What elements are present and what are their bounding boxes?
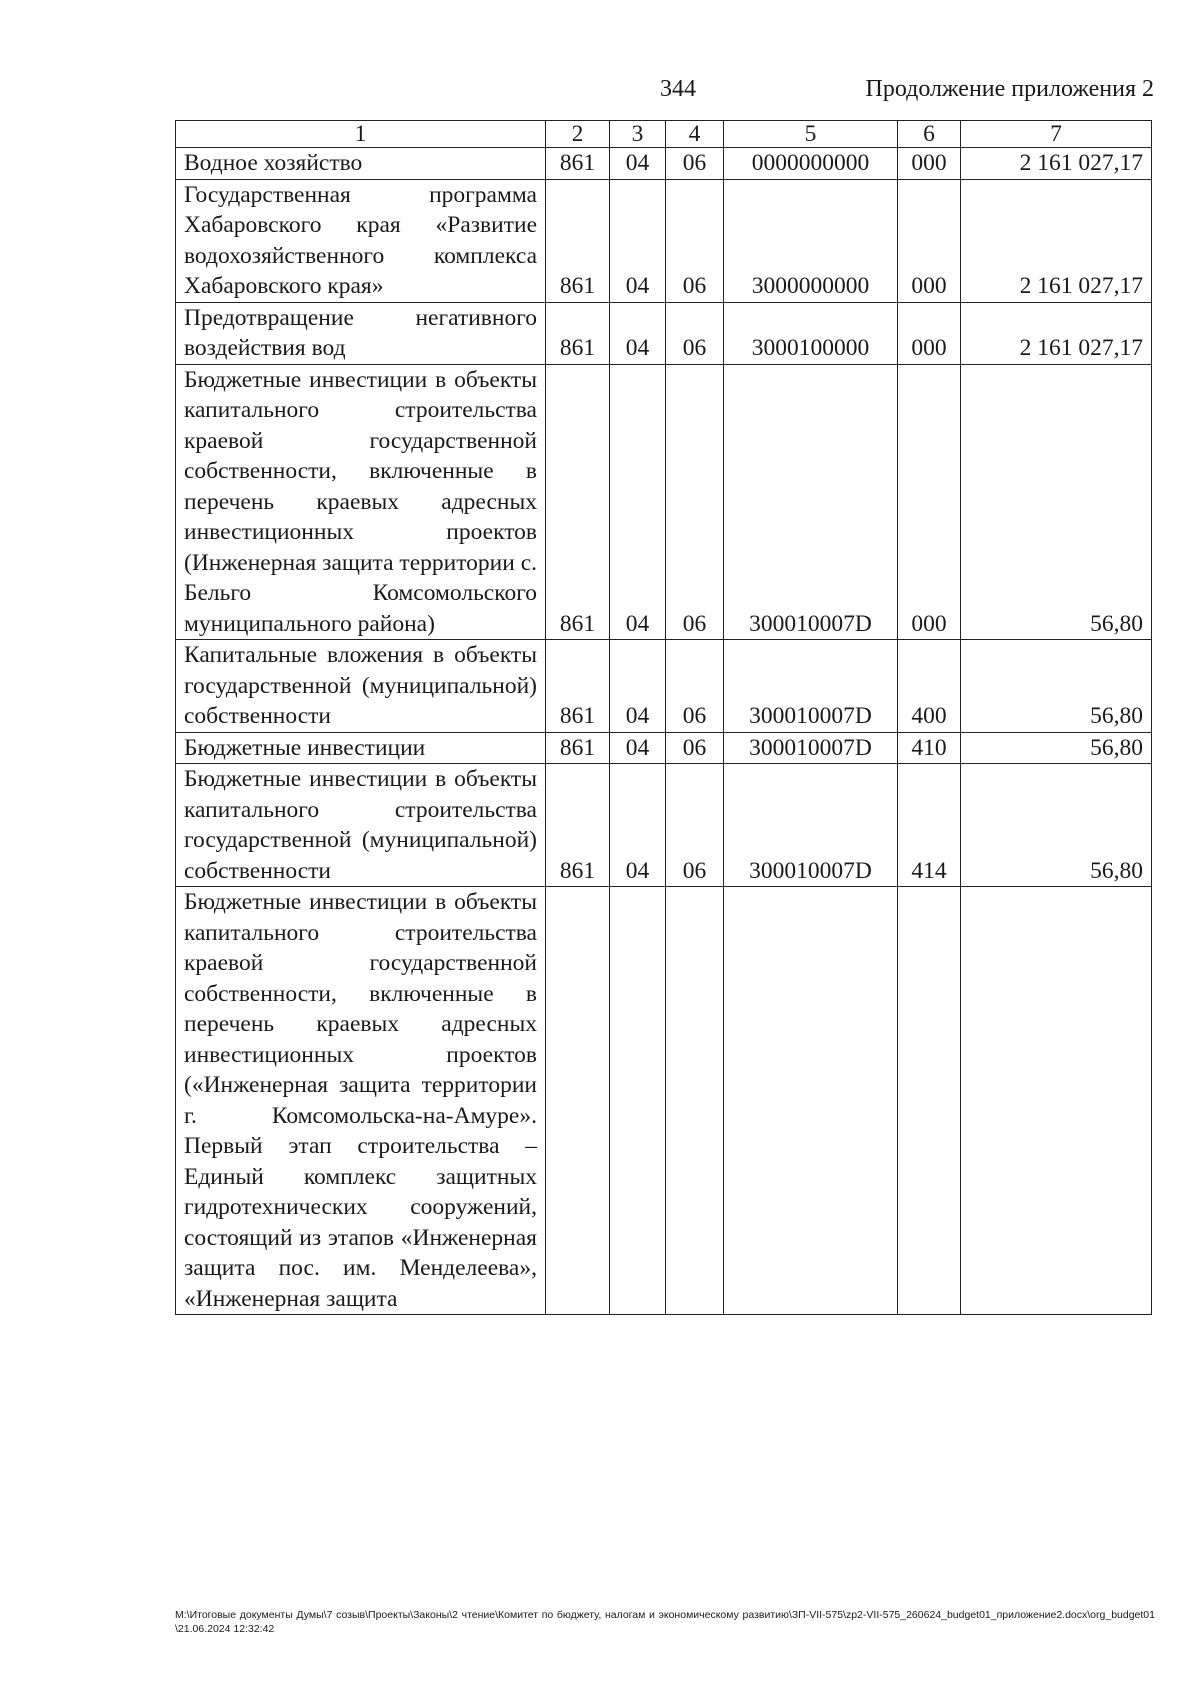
cell-expense-type: 410 xyxy=(898,732,961,764)
cell-target-item xyxy=(724,887,898,1315)
cell-section: 04 xyxy=(610,148,666,180)
cell-amount: 56,80 xyxy=(961,364,1152,640)
cell-expense-type: 414 xyxy=(898,764,961,887)
cell-amount: 56,80 xyxy=(961,732,1152,764)
table-row xyxy=(176,764,1152,887)
cell-subsection: 06 xyxy=(666,764,724,887)
table-row xyxy=(176,732,1152,764)
cell-target-item: 300010007D xyxy=(724,732,898,764)
row-name: Водное хозяйство xyxy=(176,148,546,180)
cell-target-item: 300010007D xyxy=(724,640,898,733)
cell-expense-type: 400 xyxy=(898,640,961,733)
cell-subsection: 06 xyxy=(666,732,724,764)
table-row xyxy=(176,887,1152,1315)
cell-code: 861 xyxy=(546,364,610,640)
cell-expense-type: 000 xyxy=(898,302,961,364)
cell-code: 861 xyxy=(546,179,610,302)
row-name: Бюджетные инвестиции в объекты капитального строительства краевой государственной собственности, включенные в перечень краевых адресных инвестиционных проектов (Инженерная защита территории с. Бельго Комсомольского муниципального района) xyxy=(176,364,546,640)
column-header: 1 xyxy=(176,121,546,148)
cell-code: 861 xyxy=(546,302,610,364)
row-name: Бюджетные инвестиции xyxy=(176,732,546,764)
cell-target-item: 0000000000 xyxy=(724,148,898,180)
cell-subsection xyxy=(666,887,724,1315)
row-name: Бюджетные инвестиции в объекты капитального строительства краевой государственной собственности, включенные в перечень краевых адресных инвестиционных проектов («Инженерная защита территории г. Комсомольска-на-Амуре». Первый этап строительства – Единый комплекс защитных гидротехнических сооружений, состоящий из этапов «Инженерная защита пос. им. Менделеева», «Инженерная защита xyxy=(176,887,546,1315)
cell-code: 861 xyxy=(546,148,610,180)
cell-amount xyxy=(961,887,1152,1315)
column-header: 2 xyxy=(546,121,610,148)
cell-amount: 2 161 027,17 xyxy=(961,302,1152,364)
table-row xyxy=(176,148,1152,180)
cell-code: 861 xyxy=(546,640,610,733)
cell-amount: 56,80 xyxy=(961,764,1152,887)
cell-expense-type xyxy=(898,887,961,1315)
cell-target-item: 300010007D xyxy=(724,764,898,887)
cell-section: 04 xyxy=(610,764,666,887)
cell-amount: 56,80 xyxy=(961,640,1152,733)
cell-section: 04 xyxy=(610,302,666,364)
column-number-row xyxy=(176,121,1152,148)
cell-subsection: 06 xyxy=(666,148,724,180)
cell-subsection: 06 xyxy=(666,640,724,733)
column-header: 3 xyxy=(610,121,666,148)
appendix-continuation-label: Продолжение приложения 2 xyxy=(865,76,1154,102)
cell-code xyxy=(546,887,610,1315)
document-path-footer: M:\Итоговые документы Думы\7 созыв\Проекты\Законы\2 чтение\Комитет по бюджету, налогам и экономическому развитию\ЗП-VII-575\zp2-VII-575_260624_budget01_приложение2.docx\org_budget01\21.06.2024 12:32:42 xyxy=(175,1609,1155,1635)
row-name: Бюджетные инвестиции в объекты капитального строительства государственной (муниципальной) собственности xyxy=(176,764,546,887)
cell-subsection: 06 xyxy=(666,179,724,302)
cell-section: 04 xyxy=(610,640,666,733)
cell-section: 04 xyxy=(610,179,666,302)
row-name: Предотвращение негативного воздействия вод xyxy=(176,302,546,364)
cell-subsection: 06 xyxy=(666,364,724,640)
budget-table xyxy=(175,120,1152,1315)
cell-expense-type: 000 xyxy=(898,148,961,180)
page-number: 344 xyxy=(660,76,696,102)
row-name: Капитальные вложения в объекты государственной (муниципальной) собственности xyxy=(176,640,546,733)
cell-section: 04 xyxy=(610,732,666,764)
cell-subsection: 06 xyxy=(666,302,724,364)
row-name: Государственная программа Хабаровского края «Развитие водохозяйственного комплекса Хабаровского края» xyxy=(176,179,546,302)
table-row xyxy=(176,640,1152,733)
column-header: 4 xyxy=(666,121,724,148)
table-row xyxy=(176,364,1152,640)
cell-amount: 2 161 027,17 xyxy=(961,148,1152,180)
cell-target-item: 300010007D xyxy=(724,364,898,640)
cell-code: 861 xyxy=(546,764,610,887)
cell-expense-type: 000 xyxy=(898,179,961,302)
cell-target-item: 3000000000 xyxy=(724,179,898,302)
column-header: 5 xyxy=(724,121,898,148)
cell-code: 861 xyxy=(546,732,610,764)
column-header: 6 xyxy=(898,121,961,148)
table-row xyxy=(176,179,1152,302)
cell-expense-type: 000 xyxy=(898,364,961,640)
cell-amount: 2 161 027,17 xyxy=(961,179,1152,302)
cell-section xyxy=(610,887,666,1315)
table-row xyxy=(176,302,1152,364)
cell-target-item: 3000100000 xyxy=(724,302,898,364)
cell-section: 04 xyxy=(610,364,666,640)
column-header: 7 xyxy=(961,121,1152,148)
